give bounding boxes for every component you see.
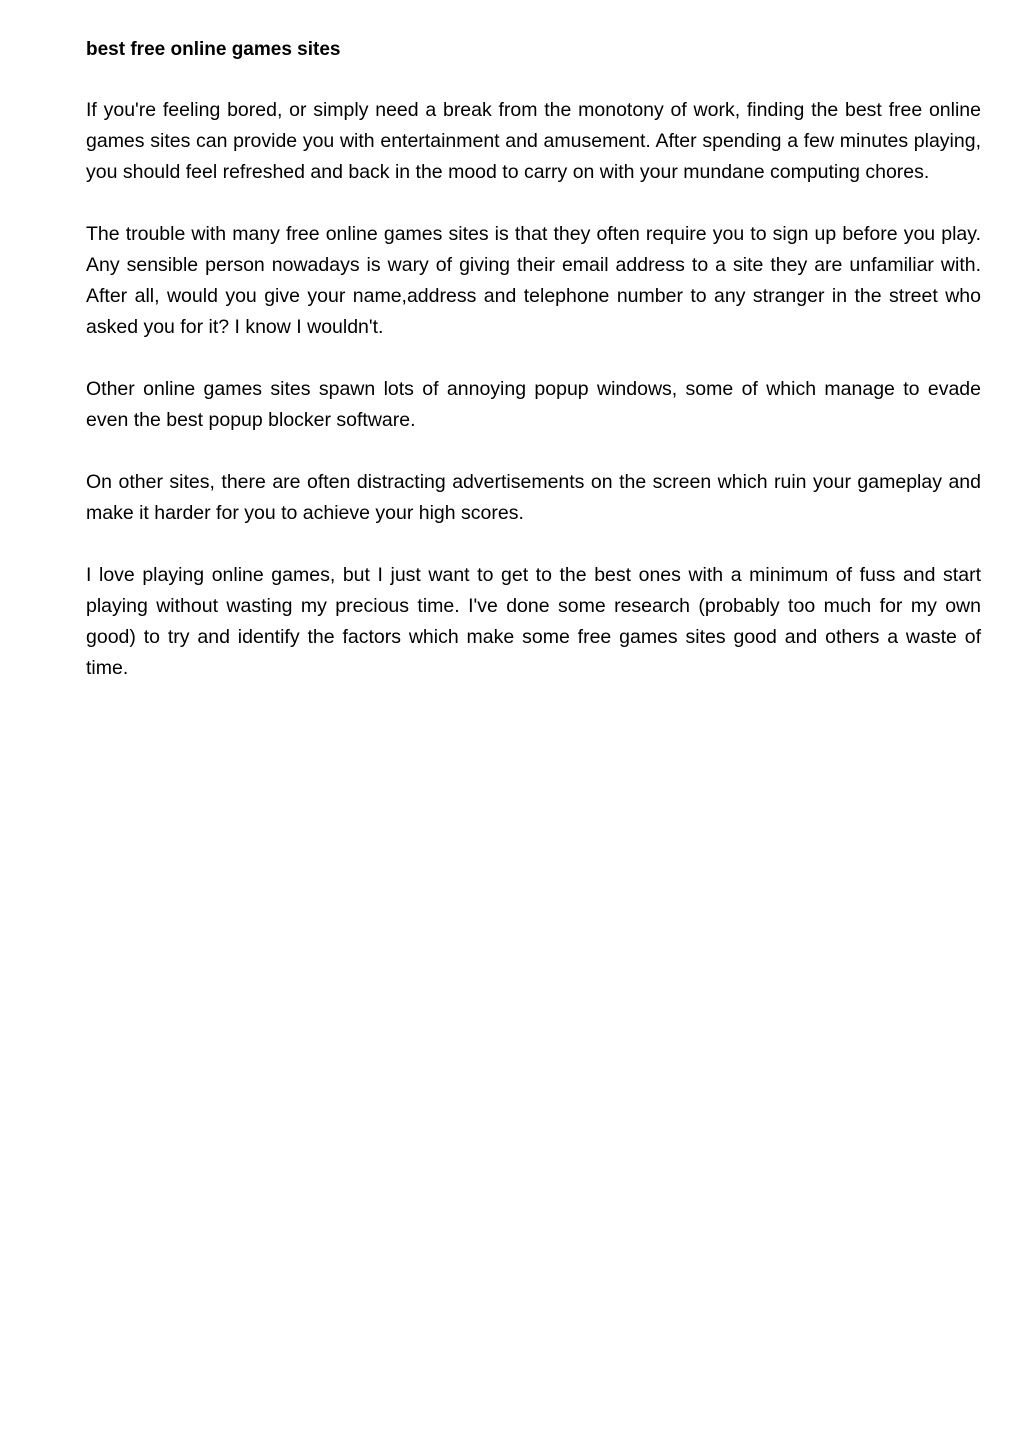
document-title: best free online games sites — [86, 39, 341, 60]
paragraph-intro: If you're feeling bored, or simply need a break from the monotony of work, finding the best free online games sites can provide you with entertainment and amusement. After spending a few minutes playing, you should feel refreshed and back in the mood to carry on with your mundane computing chores. — [86, 99, 981, 183]
paragraph-popups: Other online games sites spawn lots of annoying popup windows, some of which manage to evade even the best popup blocker software. — [86, 378, 981, 431]
document-page — [86, 36, 981, 684]
paragraph-signup-trouble: The trouble with many free online games sites is that they often require you to sign up before you play. Any sensible person nowadays is wary of giving their email address to a site they are unfamiliar with. After all, would you give your name,address and telephone number to any stranger in the street who asked you for it? I know I wouldn't. — [86, 223, 981, 338]
paragraph-research: I love playing online games, but I just want to get to the best ones with a minimum of fuss and start playing without wasting my precious time. I've done some research (probably too much for my own good) to try and identify the factors which make some free games sites good and others a waste of time. — [86, 564, 981, 679]
paragraph-advertisements: On other sites, there are often distracting advertisements on the screen which ruin your gameplay and make it harder for you to achieve your high scores. — [86, 471, 981, 524]
